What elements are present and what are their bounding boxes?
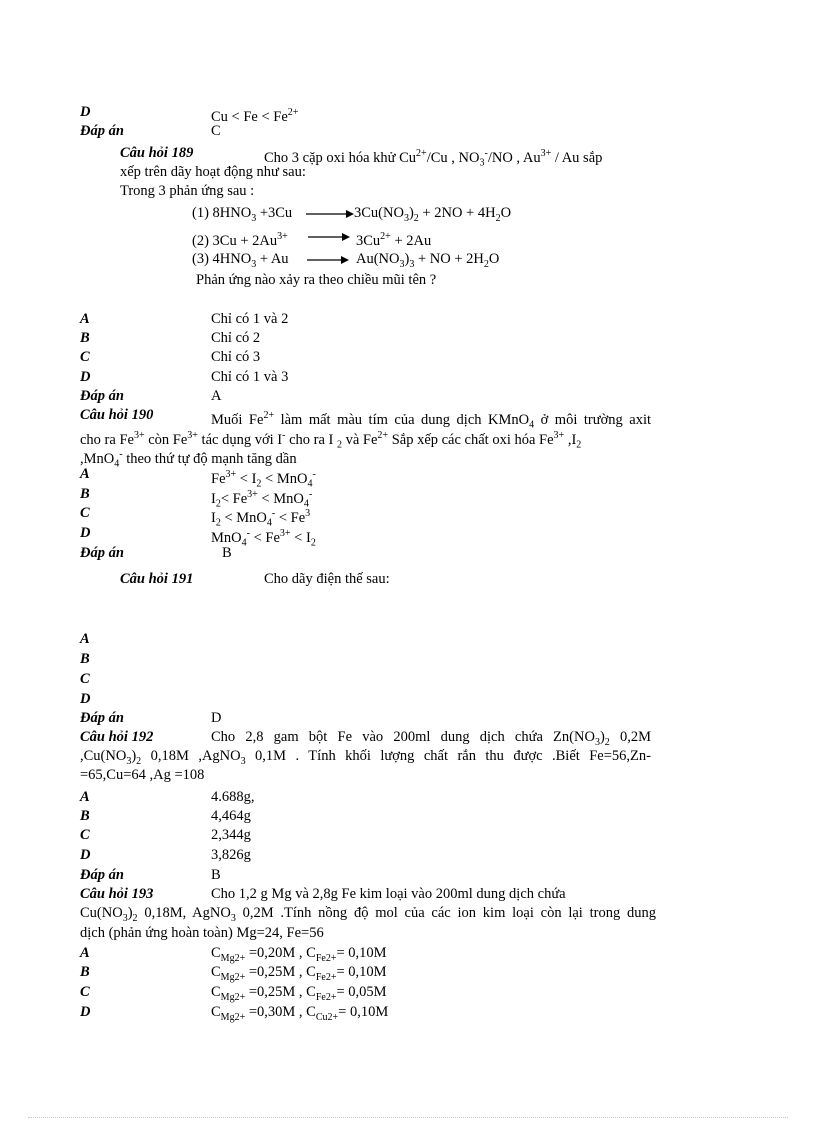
reaction-3-left: (3) $4HNO_3 + Au$ xyxy=(192,251,289,270)
option-text: $MnO_4^- < Fe^{3+} < I_2$ xyxy=(211,528,316,549)
option-text: Chỉ có 1 và 3 xyxy=(211,369,289,385)
question-text: Cho 1,2 g Mg và 2,8g Fe kim loại vào 200ml dung dịch chứa xyxy=(211,886,566,902)
option-label: A xyxy=(80,789,90,805)
question-text: Cho dãy điện thế sau: xyxy=(264,571,390,587)
option-label: C xyxy=(80,349,90,365)
question-text: dịch (phản ứng hoàn toàn) Mg=24, Fe=56 xyxy=(80,925,324,941)
arrow-right-icon xyxy=(306,209,354,219)
question-text: Muối $Fe^{2+}$ làm mất màu tím của dung dịch KMnO$_4$ ở môi trường axit xyxy=(211,410,651,431)
question-text: cho ra $Fe^{3+}$ còn $Fe^{3+}$ tác dụng với I- cho ra I $_2$ và $Fe^{2+}$ Sắp xếp các chất oxi hóa $Fe^{3+}$ $,I_2$ xyxy=(80,430,582,451)
option-text: $C_{Mg2+} =0,30M$ , $C_{Cu2+}= 0,10M$ xyxy=(211,1004,389,1023)
option-label: B xyxy=(80,808,90,824)
question-text: xếp trên dãy hoạt động như sau: xyxy=(120,164,306,180)
option-label: D xyxy=(80,691,91,707)
option-text: 4,464g xyxy=(211,808,251,824)
option-label: D xyxy=(80,1004,91,1020)
option-label: B xyxy=(80,651,90,667)
option-label: B xyxy=(80,964,90,980)
question-text: Trong 3 phản ứng sau : xyxy=(120,183,255,199)
question-text: =65,Cu=64 ,Ag =108 xyxy=(80,767,205,783)
arrow-right-icon xyxy=(308,232,350,242)
option-label: C xyxy=(80,827,90,843)
question-text: $Cu(NO_3)_2$ 0,18M, AgNO$_3$ 0,2M .Tính nồng độ mol của các ion kim loại còn lại trong dung xyxy=(80,905,656,924)
option-text: 3,826g xyxy=(211,847,251,863)
answer-value: B xyxy=(222,545,232,561)
option-text: Chỉ có 2 xyxy=(211,330,261,346)
reaction-1-left: (1) $8HNO_3 +3Cu$ xyxy=(192,205,293,224)
option-label: C xyxy=(80,984,90,1000)
option-text: $C_{Mg2+} =0,25M$ , $C_{Fe2+}= 0,10M$ xyxy=(211,964,387,983)
option-text: $Cu < Fe < Fe^{2+}$ xyxy=(211,107,299,125)
answer-value: C xyxy=(211,123,221,139)
option-label: A xyxy=(80,466,90,482)
option-label: A xyxy=(80,631,90,647)
reaction-3-right: $Au(NO_3)_3$ + NO + $2H_2O$ xyxy=(356,251,500,270)
option-label: D xyxy=(80,369,91,385)
answer-label: Đáp án xyxy=(80,867,124,883)
question-intro: Cho 3 cặp oxi hóa khử $Cu^{2+}/Cu$ , $NO_3^-/NO$ , $Au^{3+}$ / Au sắp xyxy=(264,148,603,169)
answer-label: Đáp án xyxy=(80,545,124,561)
reaction-2-left: (2) $3Cu + 2Au^{3+}$ xyxy=(192,231,288,249)
question-title: Câu hỏi 191 xyxy=(120,571,194,587)
question-prompt: Phản ứng nào xảy ra theo chiều mũi tên ? xyxy=(196,272,437,288)
option-label: A xyxy=(80,945,90,961)
option-text: 2,344g xyxy=(211,827,251,843)
answer-label: Đáp án xyxy=(80,710,124,726)
question-title: Câu hỏi 190 xyxy=(80,407,154,423)
question-title: Câu hỏi 189 xyxy=(120,145,194,161)
option-label: D xyxy=(80,104,91,120)
option-label: C xyxy=(80,505,90,521)
page-bottom-rule xyxy=(28,1117,788,1118)
answer-value: B xyxy=(211,867,221,883)
question-text: $,Cu(NO_3)_2$ 0,18M ,AgNO$_3$ 0,1M . Tính khối lượng chất rắn thu được .Biết Fe=56,Zn- xyxy=(80,748,651,767)
answer-value: D xyxy=(211,710,222,726)
option-text: Chỉ có 1 và 2 xyxy=(211,311,289,327)
option-text: Chỉ có 3 xyxy=(211,349,261,365)
option-text: $C_{Mg2+} =0,25M$ , $C_{Fe2+}= 0,05M$ xyxy=(211,984,387,1003)
option-label: D xyxy=(80,847,91,863)
option-text: $Fe^{3+} < I_2 < MnO_4^-$ xyxy=(211,469,316,490)
reaction-2-right: $3Cu^{2+} + 2Au$ xyxy=(356,231,432,249)
arrow-right-icon xyxy=(307,255,349,265)
option-label: B xyxy=(80,486,90,502)
option-text: 4.688g, xyxy=(211,789,255,805)
option-text: $I_2< Fe^{3+} < MnO_4^-$ xyxy=(211,489,313,510)
option-label: B xyxy=(80,330,90,346)
question-title: Câu hỏi 193 xyxy=(80,886,154,902)
question-text: ,MnO$_4$- theo thứ tự độ mạnh tăng dần xyxy=(80,449,297,470)
answer-label: Đáp án xyxy=(80,123,124,139)
option-label: D xyxy=(80,525,91,541)
question-title: Câu hỏi 192 xyxy=(80,729,154,745)
reaction-1-right: $3Cu(NO_3)_2 + 2NO + 4H_2O$ xyxy=(354,205,512,224)
option-text: $C_{Mg2+} =0,20M$ , $C_{Fe2+}= 0,10M$ xyxy=(211,945,387,964)
answer-label: Đáp án xyxy=(80,388,124,404)
option-text: $I_2 < MnO_4^- < Fe^3$ xyxy=(211,508,311,529)
answer-value: A xyxy=(211,388,222,404)
question-text: Cho 2,8 gam bột Fe vào 200ml dung dịch chứa $Zn(NO_3)_2$ 0,2M xyxy=(211,729,651,748)
option-label: C xyxy=(80,671,90,687)
option-label: A xyxy=(80,311,90,327)
